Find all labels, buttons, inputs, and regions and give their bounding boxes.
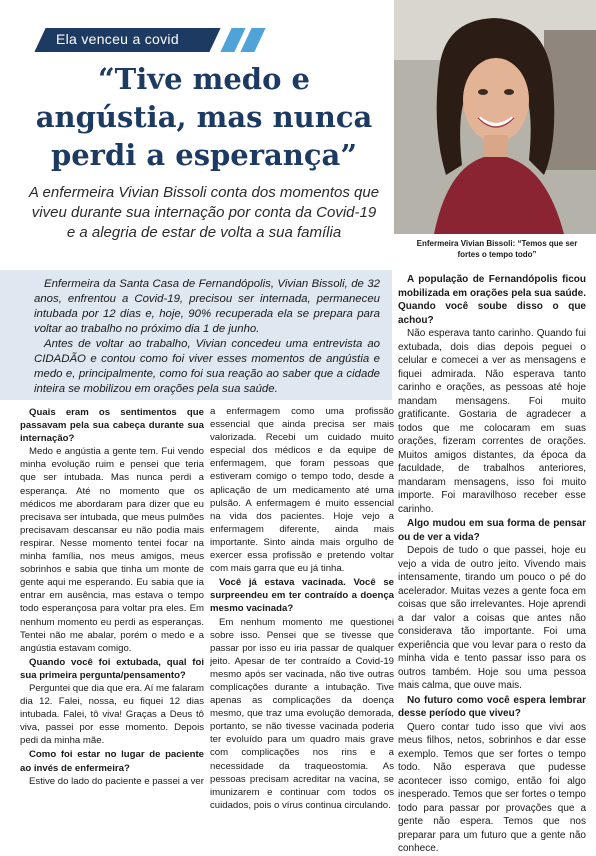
interview-answer: Quero contar tudo isso que vivi aos meus filhos, netos, sobrinhos e dar esse exemplo. Temos que ser fortes o tempo todo. Não esperava que pudesse acontecer isso comigo, então foi algo inesperado. Temos que ser fortes o tempo todo para passar por provações que a gente não espera. Temos que nos preparar para um futuro que a gente não conhece. xyxy=(398,721,586,854)
interview-question: Algo mudou em sua forma de pensar ou de ver a vida? xyxy=(398,518,586,543)
portrait-illustration xyxy=(394,0,596,234)
interview-question: Quando você foi extubada, qual foi sua primeira pergunta/pensamento? xyxy=(20,656,204,681)
section-banner xyxy=(0,28,270,52)
interview-question: A população de Fernandópolis ficou mobilizada em orações pela sua saúde. Quando você soube disso o que achou? xyxy=(398,274,586,326)
interview-answer: Medo e angústia a gente tem. Fui vendo minha evolução ruim e pensei que teria que ser intubada. Mas nunca perdi a esperança. Até no momento que os médicos me abordaram para dizer que eu precisava ser intubada, que meus pulmões precisavam descansar eu não podia mais respirar. Nesse momento tentei focar na minha família, nos meus amigos, meus sobrinhos e sabia que tinha um monte de gente aqui me esperando. Eu sabia que ia entrar em ausência, mas estava o tempo todo esperançosa para voltar pra eles. Em nenhum momento eu perdi as esperanças. Tentei não me abalar, porém o medo e a angústia estavam comigo. xyxy=(20,446,204,654)
intro-paragraph: Antes de voltar ao trabalho, Vivian concedeu uma entrevista ao CIDADÃO e contou como foi viver esses momentos de angústia e medo e, principalmente, como foi sua reação ao saber que a cidade inteira se mobilizou em orações pela sua saúde. xyxy=(34,338,380,395)
interview-answer: Perguntei que dia que era. Aí me falaram dia 12. Falei, nossa, eu fiquei 12 dias intubada. Falei, tô viva! Graças a Deus tô viva, passei por esse momento. Depois pedi da minha mãe. xyxy=(20,682,204,747)
interview-answer: Estive do lado do paciente e passei a ver xyxy=(29,775,204,787)
deck-subtitle: A enfermeira Vivian Bissoli conta dos momentos que viveu durante sua internação por conta da Covid-19 e a alegria de estar de volta a sua família xyxy=(28,184,380,241)
interview-question: Você já estava vacinada. Você se surpreendeu em ter contraído a doença mesmo vacinada? xyxy=(210,577,394,615)
interview-answer: Não esperava tanto carinho. Quando fui extubada, dois dias depois peguei o celular e comecei a ver as mensagens e fiquei admirada. Não esperava tanto carinho e orações, as pessoas até hoje mandam mensagens. Foi muito gratificante. Gostaria de agradecer a todos que me colocaram em suas orações, fizeram correntes de orações. Muitos amigos distantes, da época da faculdade, de trabalhos anteriores, mandaram mensagens, isso foi muito importe. Foi maravilhoso receber esse carinho. xyxy=(398,328,586,515)
column-3 xyxy=(398,272,586,856)
banner-stripe xyxy=(240,28,265,52)
interview-answer: Em nenhum momento me questionei sobre isso. Pensei que se tivesse que passar por isso eu iria passar de qualquer jeito. Apesar de ter contraído a Covid-19 mesmo após ser vacinada, não tive outras complicações durante a intubação. Tive apenas as complicações da doença mesmo, que traz uma evolução demorada, portanto, se não tivesse vacinada poderia ter evoluído para um quadro mais grave com complicações nos rins e a necessidade da traqueostomia. As pessoas precisam acreditar na vacina, se imunizarem e continuar com todos os cuidados, pois o vírus continua circulando. xyxy=(210,616,394,811)
interview-question: No futuro como você espera lembrar desse período que viveu? xyxy=(398,694,586,719)
column-2 xyxy=(210,405,394,812)
interview-question: Quais eram os sentimentos que passavam pela sua cabeça durante sua internação? xyxy=(20,407,204,445)
column-1 xyxy=(20,405,204,788)
intro-paragraph: Enfermeira da Santa Casa de Fernandópolis, Vivian Bissoli, de 32 anos, enfrentou a Covid-19, precisou ser internada, permaneceu intubada por 12 dias e, hoje, 90% recuperada ela se prepara para voltar ao trabalho no próximo dia 1 de junho. xyxy=(34,278,380,335)
interview-answer: a enfermagem como uma profissão essencial que ainda precisa ser mais valorizada. Recebi um cuidado muito especial dos médicos e da equipe de enfermagem, que foram pessoas que estiveram comigo o tempo todo, desde a aplicação de um medicamento até uma pulsão. A enfermagem é muito essencial na vida dos pacientes. Hoje vejo a enfermagem diferente, ainda mais importante. Sinto ainda mais orgulho de exercer essa profissão e pretendo voltar com mais garra que eu já tinha. xyxy=(210,406,394,575)
headline: “Tive medo e angústia, mas nunca perdi a esperança” xyxy=(35,62,373,172)
interview-answer: Depois de tudo o que passei, hoje eu vejo a vida de outro jeito. Vivendo mais intensamente, tirando um pouco o pé do acelerador. Muitas vezes a gente foca em coisas que são irrelevantes. Hoje aprendi a dar valor a coisas que antes não considerava tão importante. Foi uma experiência que vou levar para o resto da minha vida e tento passar isso para os outros também. Hoje sou uma pessoa mais calma, que ouve mais. xyxy=(398,545,586,691)
photo-caption: Enfermeira Vivian Bissoli: “Temos que ser fortes o tempo todo” xyxy=(416,239,578,259)
intro-text xyxy=(34,277,380,397)
portrait-photo xyxy=(394,0,596,234)
section-label: Ela venceu a covid xyxy=(56,31,179,47)
interview-question: Como foi estar no lugar de paciente ao invés de enfermeira? xyxy=(20,749,204,774)
